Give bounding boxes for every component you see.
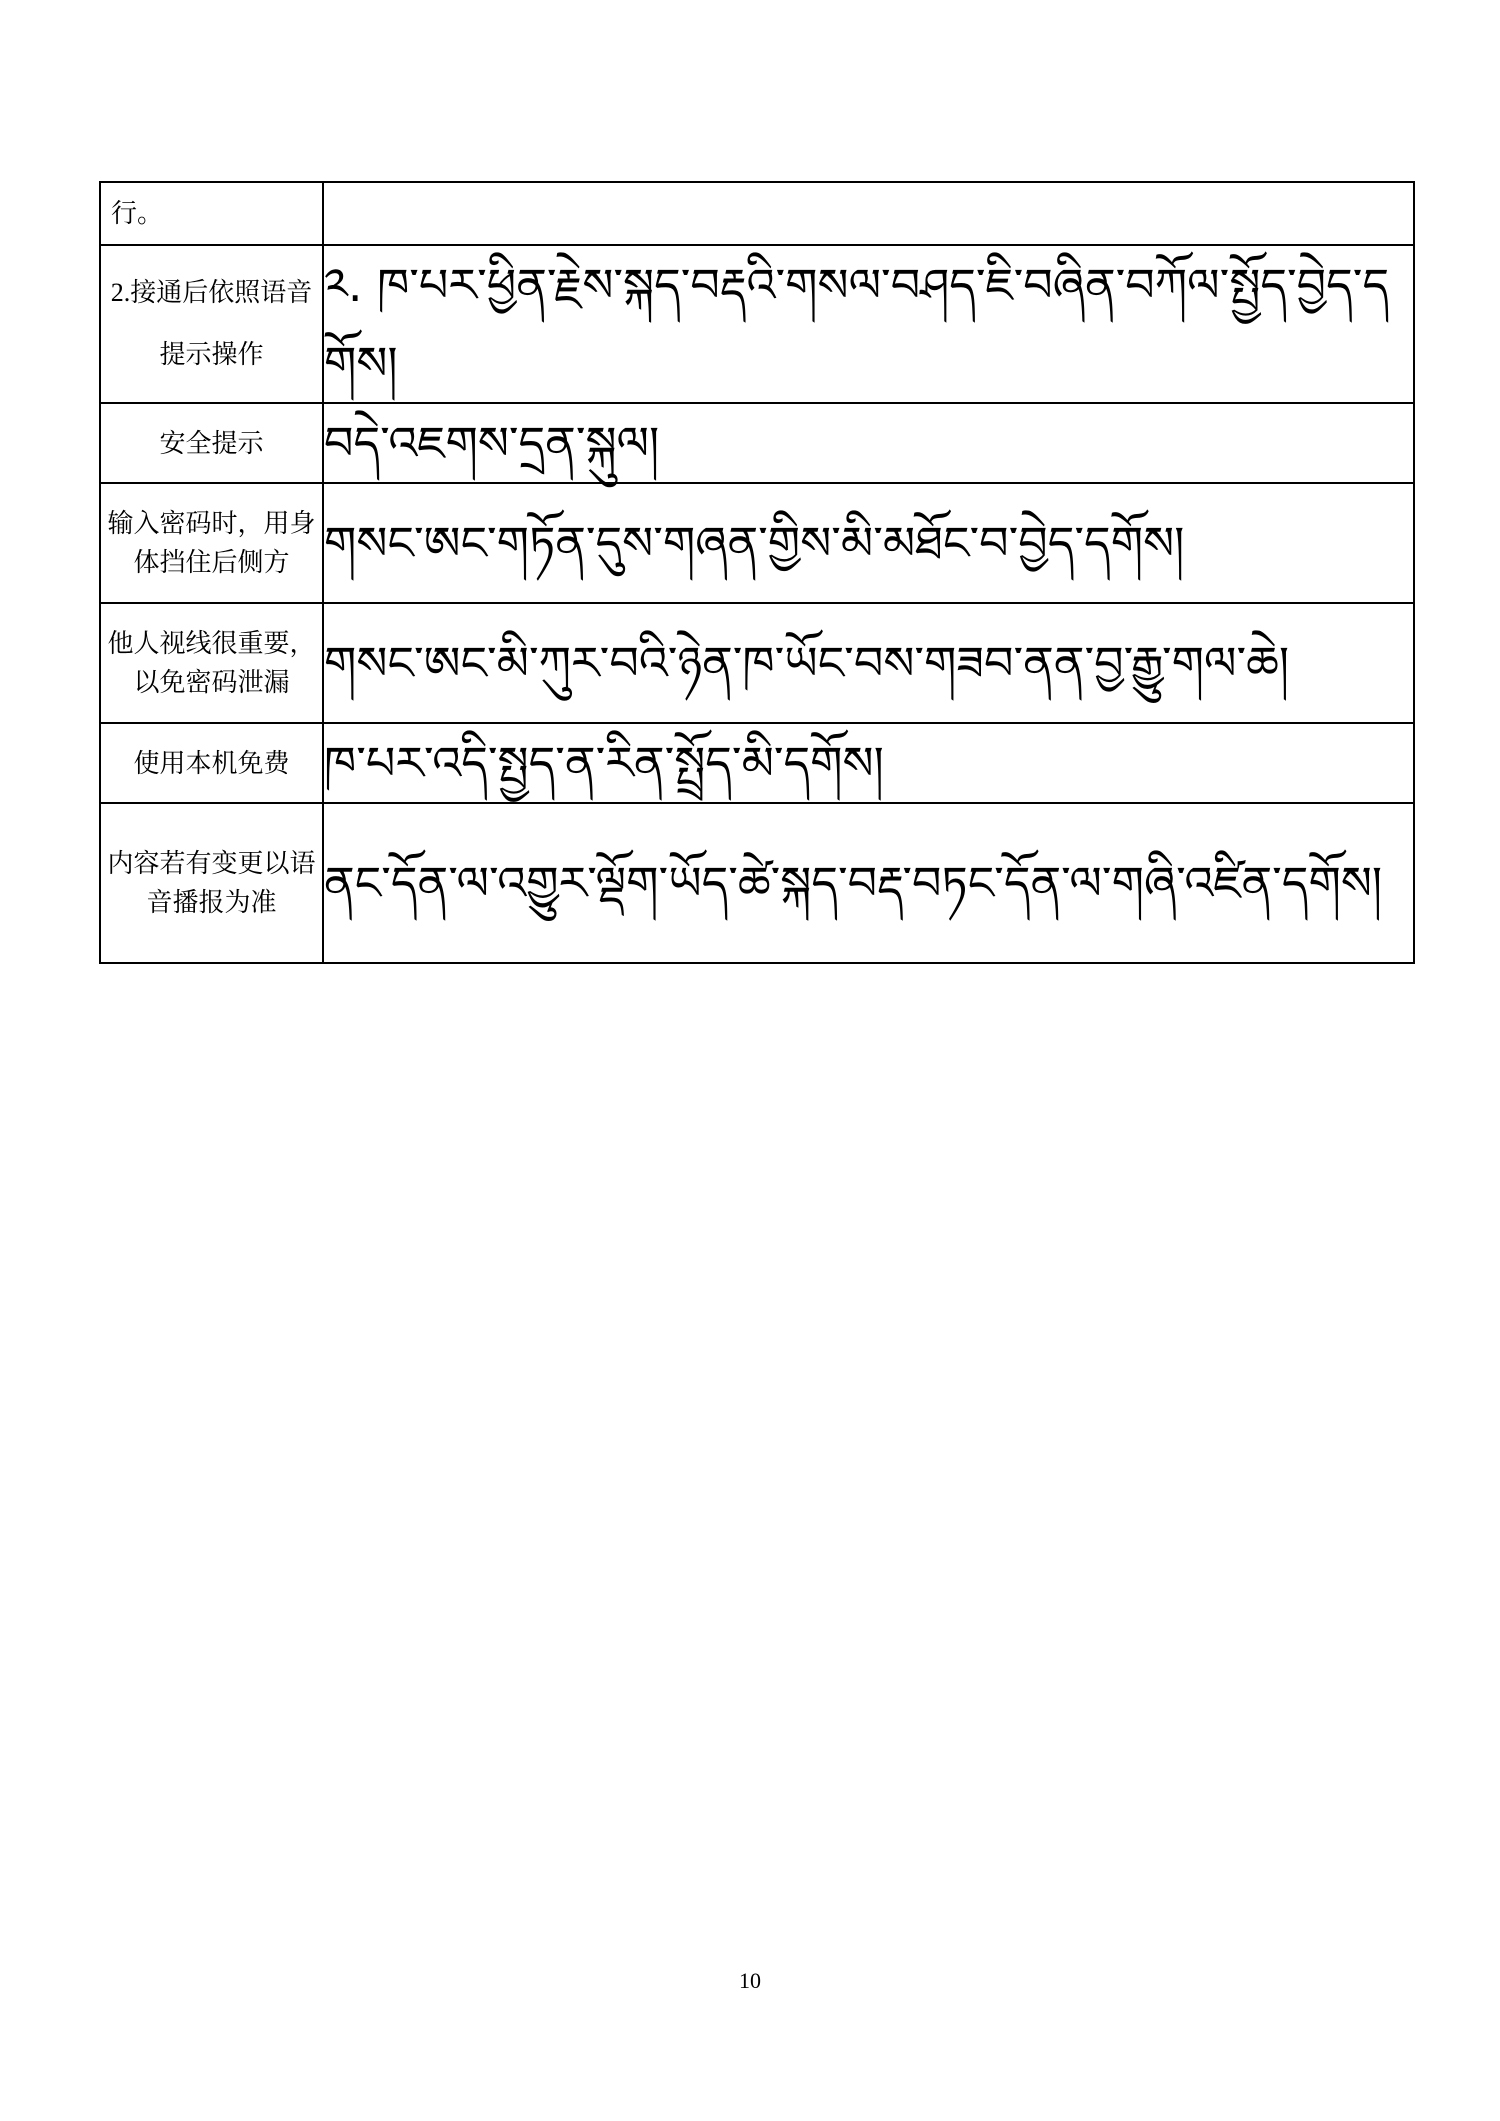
tibetan-cell xyxy=(323,182,1414,245)
chinese-cell: 内容若有变更以语音播报为准 xyxy=(100,803,323,963)
table-row xyxy=(100,182,1414,245)
tibetan-cell: གསང་ཨང་མི་ཀུར་བའི་ཉེན་ཁ་ཡོང་བས་གཟབ་ནན་བྱ་རྒྱུ་གལ་ཆེ། xyxy=(323,603,1414,723)
table-row xyxy=(100,803,1414,963)
chinese-cell: 他人视线很重要，以免密码泄漏 xyxy=(100,603,323,723)
table-row xyxy=(100,483,1414,603)
tibetan-cell: གསང་ཨང་གཏོན་དུས་གཞན་གྱིས་མི་མཐོང་བ་བྱེད་དགོས། xyxy=(323,483,1414,603)
tibetan-cell: ཁ་པར་འདི་སྤྱད་ན་རིན་སྤྲོད་མི་དགོས། xyxy=(323,723,1414,803)
bilingual-table xyxy=(99,181,1415,964)
tibetan-cell: ནང་དོན་ལ་འགྱུར་ལྡོག་ཡོད་ཚེ་སྐད་བརྡ་བཏང་དོན་ལ་གཞི་འཛིན་དགོས། xyxy=(323,803,1414,963)
table-row xyxy=(100,403,1414,483)
table-row xyxy=(100,603,1414,723)
table-row xyxy=(100,723,1414,803)
chinese-cell: 输入密码时，用身体挡住后侧方 xyxy=(100,483,323,603)
table-row xyxy=(100,245,1414,403)
tibetan-cell: བདེ་འཇགས་དྲན་སྐུལ། xyxy=(323,403,1414,483)
page-number: 10 xyxy=(739,1968,761,1993)
chinese-cell: 使用本机免费 xyxy=(100,723,323,803)
chinese-cell: 2.接通后依照语音提示操作 xyxy=(100,245,323,403)
tibetan-cell: ༢. ཁ་པར་ཕྱིན་རྗེས་སྐད་བརྡའི་གསལ་བཤད་ཇི་བཞིན་བཀོལ་སྤྱོད་བྱེད་དགོས། xyxy=(323,245,1414,403)
chinese-cell: 安全提示 xyxy=(100,403,323,483)
chinese-cell: 行。 xyxy=(100,182,323,245)
